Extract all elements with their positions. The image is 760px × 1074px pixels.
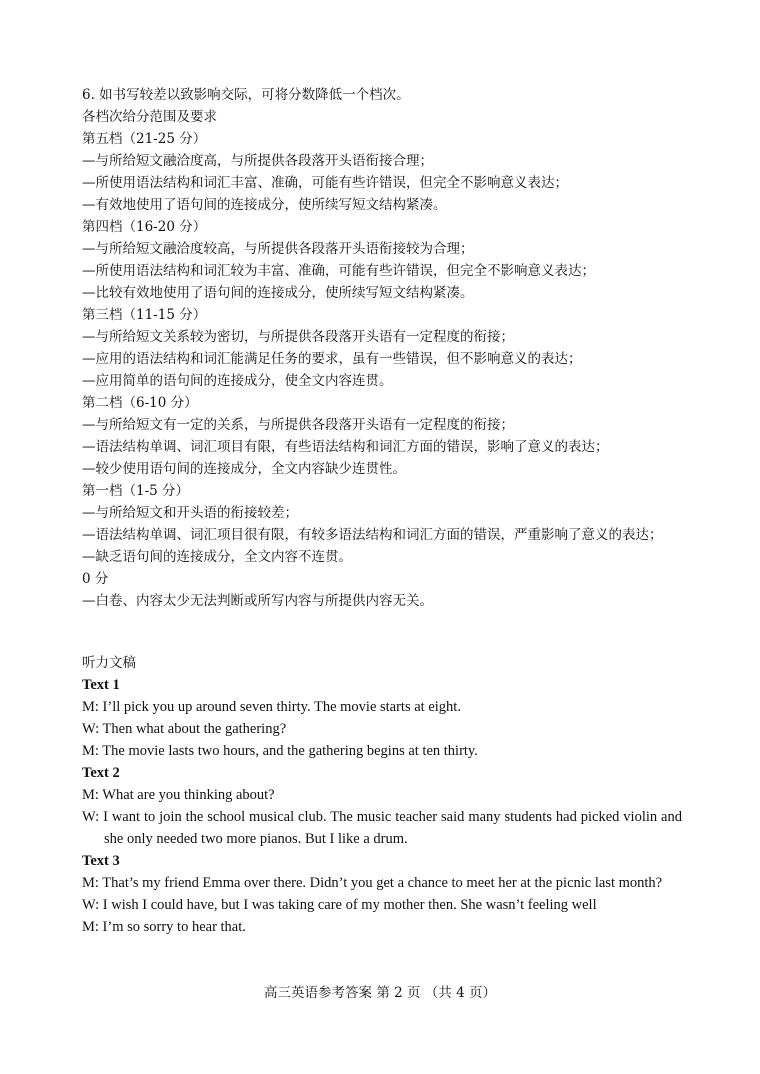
band-item: —白卷、内容太少无法判断或所写内容与所提供内容无关。 bbox=[82, 593, 433, 609]
dialogue-line: W: Then what about the gathering? bbox=[82, 721, 287, 737]
transcript-section bbox=[82, 652, 682, 938]
text-label: Text 1 bbox=[82, 677, 120, 693]
text-label: Text 3 bbox=[82, 853, 120, 869]
band-4 bbox=[82, 216, 682, 304]
band-item: —与所给短文有一定的关系，与所提供各段落开头语有一定程度的衔接； bbox=[82, 417, 514, 433]
dialogue-line: M: I’m so sorry to hear that. bbox=[82, 919, 246, 935]
band-3 bbox=[82, 304, 682, 392]
rubric-section bbox=[82, 84, 682, 612]
band-item: —与所给短文关系较为密切，与所提供各段落开头语有一定程度的衔接； bbox=[82, 329, 514, 345]
rubric-note-6: 6. 如书写较差以致影响交际，可将分数降低一个档次。 bbox=[82, 87, 410, 103]
band-5 bbox=[82, 128, 682, 216]
text-label: Text 2 bbox=[82, 765, 120, 781]
transcript-title: 听力文稿 bbox=[82, 655, 136, 671]
band-title: 第五档（21-25 分） bbox=[82, 131, 207, 147]
band-item: —比较有效地使用了语句间的连接成分，使所续写短文结构紧凑。 bbox=[82, 285, 474, 301]
band-item: —语法结构单调、词汇项目有限，有些语法结构和词汇方面的错误，影响了意义的表达； bbox=[82, 439, 609, 455]
band-title: 第二档（6-10 分） bbox=[82, 395, 198, 411]
dialogue-line: M: The movie lasts two hours, and the gathering begins at ten thirty. bbox=[82, 743, 478, 759]
band-item: —较少使用语句间的连接成分，全文内容缺少连贯性。 bbox=[82, 461, 406, 477]
band-title: 0 分 bbox=[82, 571, 109, 587]
rubric-section-title: 各档次给分范围及要求 bbox=[82, 109, 217, 125]
band-item: —应用的语法结构和词汇能满足任务的要求，虽有一些错误，但不影响意义的表达； bbox=[82, 351, 582, 367]
band-2 bbox=[82, 392, 682, 480]
page-footer: 高三英语参考答案 第 2 页 （共 4 页） bbox=[264, 985, 496, 1001]
band-title: 第三档（11-15 分） bbox=[82, 307, 207, 323]
band-title: 第一档（1-5 分） bbox=[82, 483, 190, 499]
band-item: —所使用语法结构和词汇较为丰富、准确，可能有些许错误，但完全不影响意义表达； bbox=[82, 263, 595, 279]
band-title: 第四档（16-20 分） bbox=[82, 219, 207, 235]
dialogue-line: M: What are you thinking about? bbox=[82, 787, 275, 803]
band-item: —语法结构单调、词汇项目很有限，有较多语法结构和词汇方面的错误，严重影响了意义的表达； bbox=[82, 527, 663, 543]
band-0 bbox=[82, 568, 682, 612]
dialogue-line: M: I’ll pick you up around seven thirty. The movie starts at eight. bbox=[82, 699, 461, 715]
band-item: —应用简单的语句间的连接成分，使全文内容连贯。 bbox=[82, 373, 393, 389]
band-item: —缺乏语句间的连接成分，全文内容不连贯。 bbox=[82, 549, 352, 565]
band-item: —与所给短文融洽度较高，与所提供各段落开头语衔接较为合理； bbox=[82, 241, 474, 257]
band-item: —所使用语法结构和词汇丰富、准确，可能有些许错误，但完全不影响意义表达； bbox=[82, 175, 568, 191]
dialogue-line: W: I want to join the school musical club. The music teacher said many students had picked violin and she only needed two more pianos. But I like a drum. bbox=[82, 809, 682, 847]
band-item: —与所给短文融洽度高，与所提供各段落开头语衔接合理； bbox=[82, 153, 433, 169]
dialogue-line: W: I wish I could have, but I was taking care of my mother then. She wasn’t feeling well bbox=[82, 897, 597, 913]
dialogue-line: M: That’s my friend Emma over there. Didn’t you get a chance to meet her at the picnic last month? bbox=[82, 875, 663, 891]
band-1 bbox=[82, 480, 682, 568]
band-item: —有效地使用了语句间的连接成分，使所续写短文结构紧凑。 bbox=[82, 197, 447, 213]
band-item: —与所给短文和开头语的衔接较差； bbox=[82, 505, 298, 521]
